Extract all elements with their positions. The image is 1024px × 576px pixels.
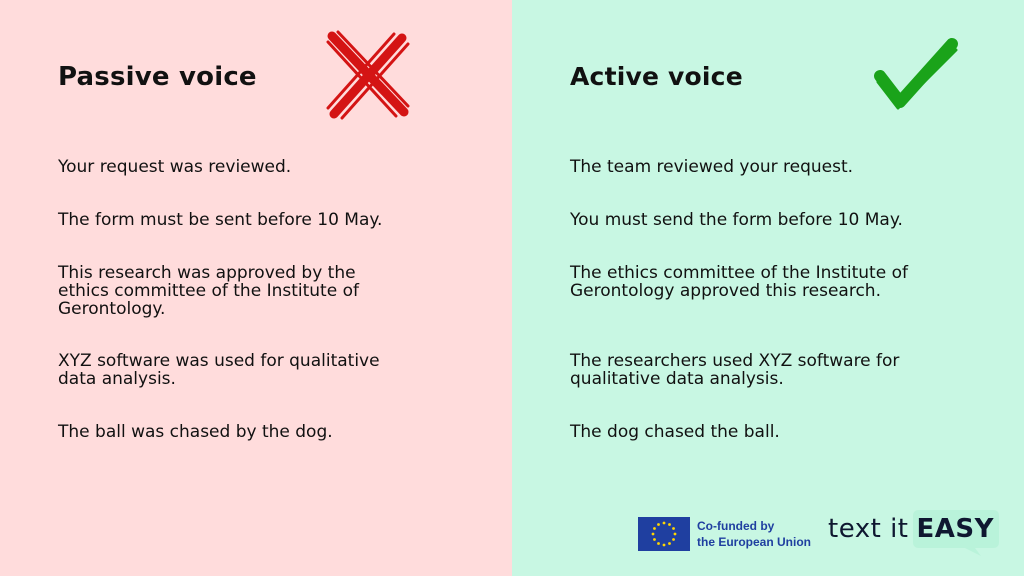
eu-star <box>668 542 671 545</box>
passive-sentence-1: Your request was reviewed. <box>58 157 292 177</box>
passive-sentence-3: This research was approved by the ethics committee of the Institute of Gerontology. <box>58 263 359 319</box>
brand-highlight: EASY <box>916 514 994 544</box>
eu-star <box>653 527 656 530</box>
eu-line-1: Co-funded by <box>697 519 775 533</box>
active-title: Active voice <box>570 62 743 91</box>
eu-star <box>663 544 666 547</box>
eu-star <box>672 527 675 530</box>
passive-sentence-5: The ball was chased by the dog. <box>58 422 333 442</box>
active-sentence-3: The ethics committee of the Institute of Gerontology approved this research. <box>570 263 908 301</box>
eu-star <box>672 538 675 541</box>
active-sentence-2: You must send the form before 10 May. <box>570 210 903 230</box>
brand-prefix: text it <box>828 514 909 544</box>
passive-sentence-2: The form must be sent before 10 May. <box>58 210 383 230</box>
passive-title: Passive voice <box>58 62 257 92</box>
eu-line-2: the European Union <box>697 535 811 549</box>
eu-star <box>663 522 666 525</box>
eu-star <box>668 523 671 526</box>
active-sentence-5: The dog chased the ball. <box>570 422 780 442</box>
eu-star <box>657 542 660 545</box>
text-it-easy-logo <box>828 508 994 550</box>
active-sentence-4: The researchers used XYZ software for qualitative data analysis. <box>570 351 900 389</box>
eu-star <box>657 523 660 526</box>
eu-star <box>652 533 655 536</box>
eu-flag-icon <box>638 517 690 551</box>
cross-icon <box>322 28 412 120</box>
check-icon <box>870 36 960 112</box>
eu-star <box>653 538 656 541</box>
passive-sentence-4: XYZ software was used for qualitative data analysis. <box>58 351 380 389</box>
eu-cofunded-logo <box>638 516 811 552</box>
eu-star <box>674 533 677 536</box>
active-sentence-1: The team reviewed your request. <box>570 157 854 177</box>
